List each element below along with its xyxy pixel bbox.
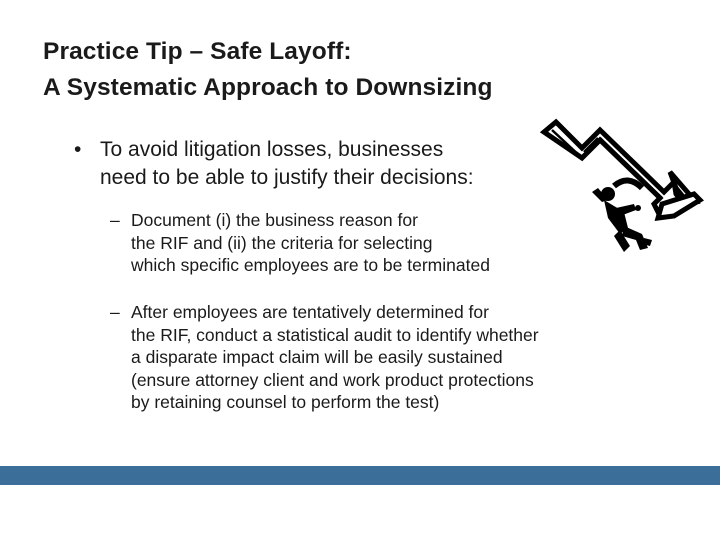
- subbullet-2-line-2: the RIF, conduct a statistical audit to identify whether: [131, 324, 539, 345]
- title-line-1: Practice Tip – Safe Layoff:: [43, 38, 352, 65]
- subbullet-2-line-1: After employees are tentatively determined for: [131, 302, 489, 322]
- subbullet-audit: [110, 301, 670, 414]
- subbullet-1-line-2: the RIF and (ii) the criteria for selecting: [131, 232, 433, 253]
- subbullet-1-line-1: Document (i) the business reason for: [131, 210, 418, 230]
- subbullet-marker: –: [110, 210, 120, 230]
- subbullet-2-line-4: (ensure attorney client and work product protections: [131, 369, 534, 390]
- main-bullet: [74, 136, 594, 192]
- title-line-2: A Systematic Approach to Downsizing: [43, 74, 493, 101]
- bullet-text: [100, 136, 594, 192]
- subbullet-1-line-3: which specific employees are to be terminated: [131, 255, 490, 275]
- zigzag-down-arrow-icon: [544, 122, 700, 218]
- footer-bar: [0, 466, 720, 485]
- subbullet-2-line-5: by retaining counsel to perform the test): [131, 392, 440, 412]
- slide-title: [43, 34, 683, 106]
- subbullet-marker: –: [110, 302, 120, 322]
- falling-person-icon: [592, 180, 652, 252]
- bullet-line-2: need to be able to justify their decisions:: [100, 166, 474, 189]
- bullet-marker: •: [74, 138, 82, 161]
- falling-person-down-arrow-icon: [524, 108, 716, 266]
- bullet-line-1: To avoid litigation losses, businesses: [100, 138, 444, 161]
- subbullet-text: [131, 301, 670, 414]
- subbullet-2-line-3: a disparate impact claim will be easily sustained: [131, 347, 503, 367]
